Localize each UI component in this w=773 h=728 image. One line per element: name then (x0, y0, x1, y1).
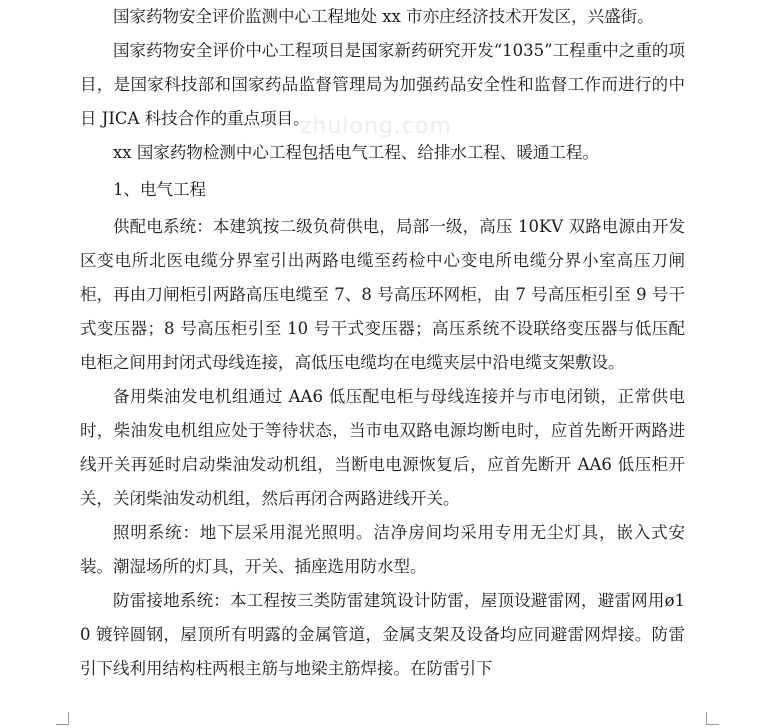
page-corner-mark-left (56, 712, 69, 725)
page-corner-mark-right (706, 712, 719, 725)
paragraph-backup-generator: 备用柴油发电机组通过 AA6 低压配电柜与母线连接并与市电闭锁，正常供电时，柴油发电机组应处于等待状态，当市电双路电源均断电时，应首先断开两路进线开关再延时启动柴油发动机组，当断电电源恢复后，应首先断开 AA6 低压柜开关，关闭柴油发动机组，然后再闭合两路进线开关。 (80, 387, 685, 508)
paragraph-lightning-protection: 防雷接地系统：本工程按三类防雷建筑设计防雷，屋顶设避雷网，避雷网用ø10 镀锌圆钢，屋顶所有明露的金属管道，金属支架及设备均应同避雷网焊接。防雷引下线利用结构柱两根主筋与地梁主筋焊接。在防雷引下 (80, 591, 685, 678)
paragraph-lighting: 照明系统：地下层采用混光照明。洁净房间均采用专用无尘灯具，嵌入式安装。潮湿场所的灯具，开关、插座选用防水型。 (80, 523, 685, 576)
section-heading: 1、电气工程 (113, 180, 206, 199)
paragraph-scope: xx 国家药物检测中心工程包括电气工程、给排水工程、暖通工程。 (113, 143, 599, 162)
watermark-text: zhulong.com (300, 114, 452, 139)
document-body (80, 0, 685, 686)
paragraph-location: 国家药物安全评价监测中心工程地处 xx 市亦庄经济技术开发区，兴盛街。 (113, 7, 654, 26)
paragraph-power-supply: 供配电系统：本建筑按二级负荷供电，局部一级，高压 10KV 双路电源由开发区变电所北医电缆分界室引出两路电缆至药检中心变电所电缆分界小室高压刀闸柜，再由刀闸柜引两路高压电缆至 7、8 号高压环网柜，由 7 号高压柜引至 9 号干式变压器；8 号高压柜引至 10 号干式变压器；高压系统不设联络变压器与低压配电柜之间用封闭式母线连接，高低压电缆均在电缆夹层中沿电缆支架敷设。 (80, 217, 685, 372)
paragraph-project: 国家药物安全评价中心工程项目是国家新药研究开发“1035”工程重中之重的项目，是国家科技部和国家药品监督管理局为加强药品安全性和监督工作而进行的中日 JICA 科技合作的重点项目。 (80, 41, 685, 128)
